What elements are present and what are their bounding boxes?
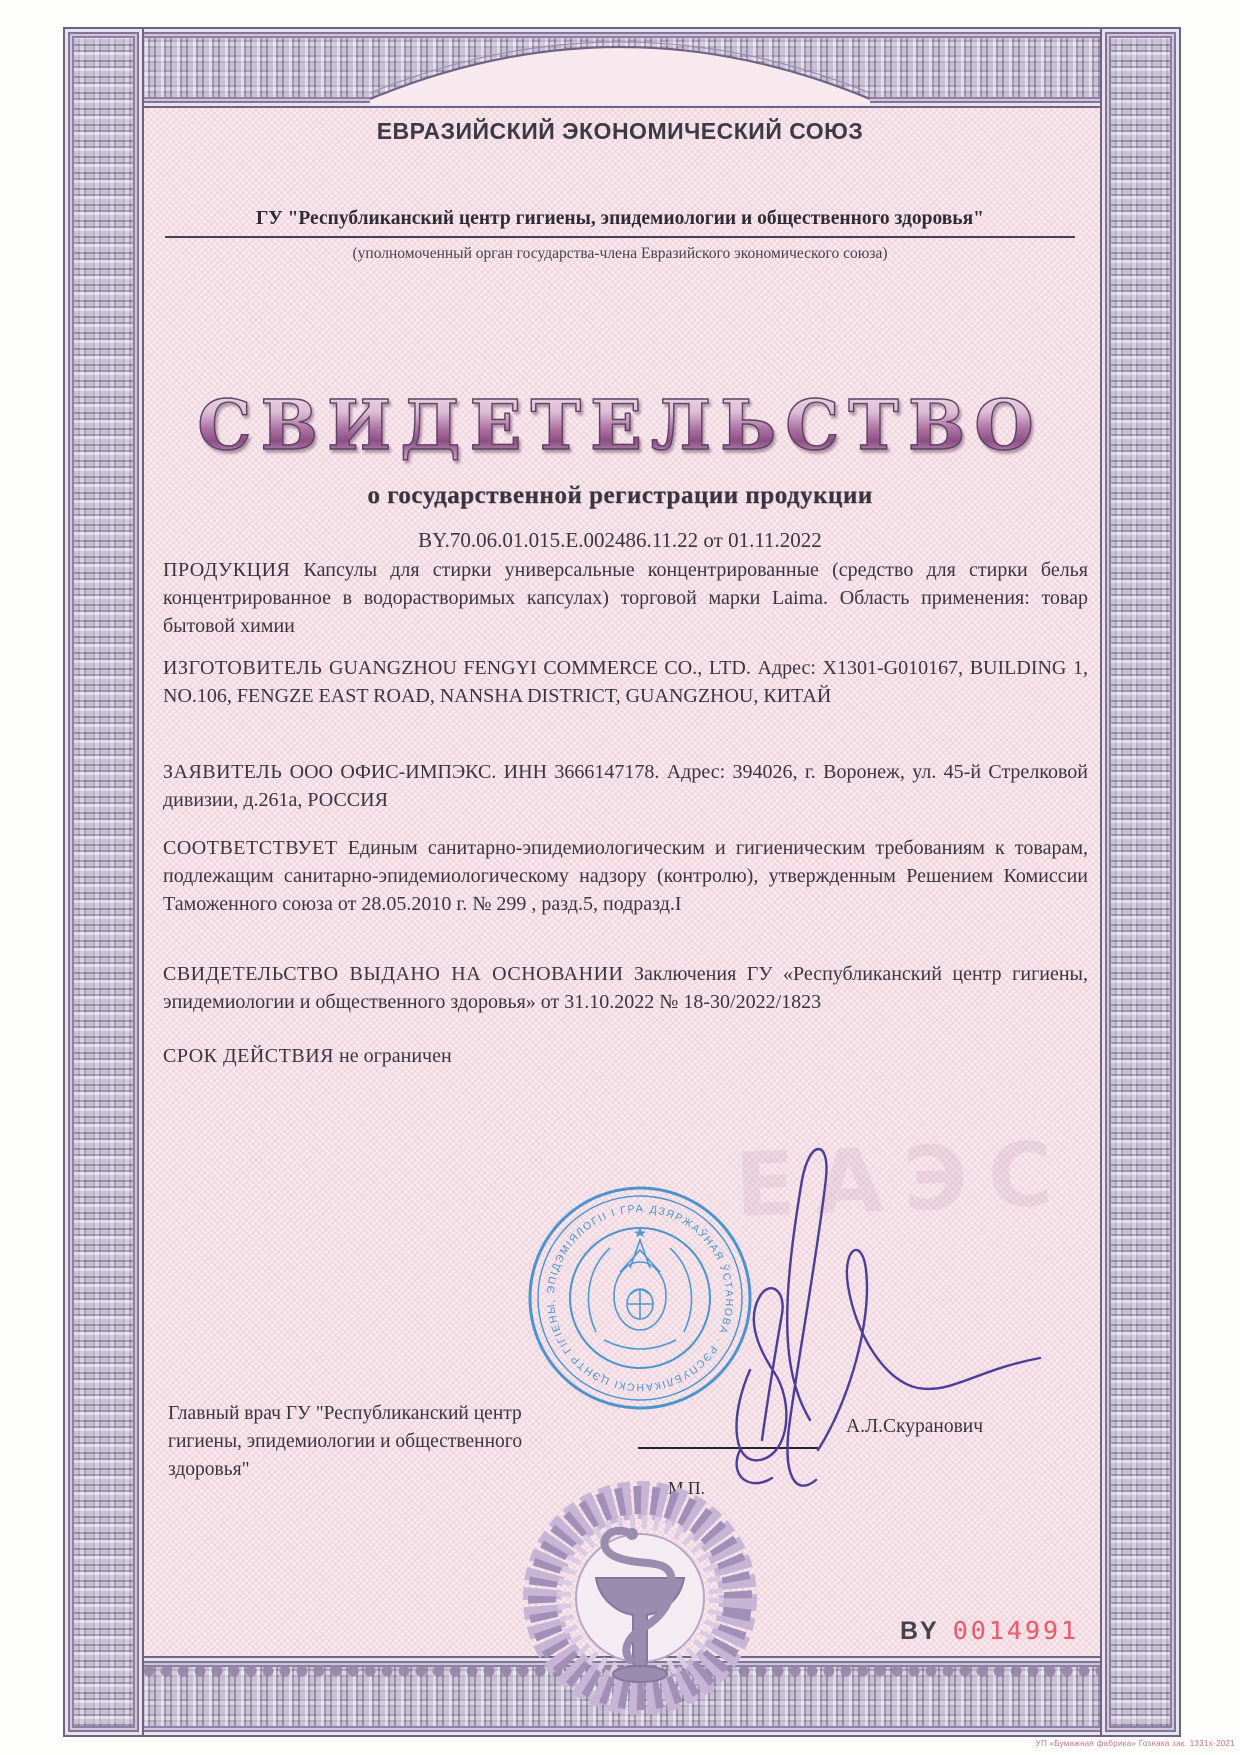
stamp-place-label: М.П. <box>668 1478 705 1498</box>
section-label: СВИДЕТЕЛЬСТВО ВЫДАНО НА ОСНОВАНИИ <box>163 963 624 985</box>
form-serial <box>900 1616 1079 1646</box>
section-product <box>163 556 1088 640</box>
section-validity <box>163 1042 1088 1070</box>
printer-imprint: УП «Бумажная фабрика» Гознака зак. 1331х-2021 <box>1035 1739 1235 1748</box>
serial-series: BY <box>900 1617 939 1645</box>
section-text: GUANGZHOU FENGYI COMMERCE CO., LTD. Адрес: X1301-G010167, BUILDING 1, NO.106, FENGZE EAST ROAD, NANSHA DISTRICT, GUANGZHOU, КИТАЙ <box>163 657 1088 707</box>
document-title: СВИДЕТЕЛЬСТВО <box>140 392 1100 460</box>
eaes-watermark: ЕАЭС <box>733 1122 1075 1237</box>
belarus-emblem-icon <box>588 1228 691 1349</box>
section-text: Заключения ГУ «Республиканский центр гигиены, эпидемиологии и общественного здоровья» от 31.10.2022 № 18-30/2022/1823 <box>163 963 1088 1013</box>
section-text: Единым санитарно-эпидемиологическим и гигиеническим требованиям к товарам, подлежащим санитарно-эпидемиологическому надзору (контролю), утвержденным Решением Комиссии Таможенного союза от 28.05.2010 г. № 299 , разд.5, подразд.I <box>163 837 1089 915</box>
handwritten-signature <box>690 1120 1050 1520</box>
section-label: ИЗГОТОВИТЕЛЬ <box>163 657 323 679</box>
section-applicant <box>163 758 1088 814</box>
stamp-ring-text: · ДЗЯРЖАЎНАЯ ЎСТАНОВА · РЭСПУБЛІКАНСКІ ЦЭНТР ГІГІЕНЫ, ЭПІДЭМІЯЛОГІІ І ГРАМАДСКАГА ЗДАРОЎЯ <box>544 1202 736 1394</box>
section-label: СРОК ДЕЙСТВИЯ <box>163 1045 334 1067</box>
section-text: Капсулы для стирки универсальные концентрированные (средство для стирки белья концентрированное в водорастворимых капсулах) торговой марки Laima. Область применения: товар бытовой химии <box>163 559 1088 637</box>
issuing-authority-note: (уполномоченный орган государства-члена Евразийского экономического союза) <box>352 245 888 262</box>
serial-number: 0014991 <box>952 1616 1080 1645</box>
section-manufacturer <box>163 654 1088 710</box>
signer-title: Главный врач ГУ "Республиканский центр гигиены, эпидемиологии и общественного здоровья" <box>168 1403 523 1480</box>
section-label: ЗАЯВИТЕЛЬ <box>163 761 283 783</box>
signer-name: А.Л.Скуранович <box>846 1416 984 1437</box>
eaeu-union-header: ЕВРАЗИЙСКИЙ ЭКОНОМИЧЕСКИЙ СОЮЗ <box>376 118 864 144</box>
section-text: не ограничен <box>338 1045 452 1067</box>
section-text: ООО ОФИС-ИМПЭКС. ИНН 3666147178. Адрес: 394026, г. Воронеж, ул. 45-й Стрелковой дивизии, д.261а, РОССИЯ <box>163 761 1089 811</box>
frame-border-left <box>63 27 144 1737</box>
registration-number: BY.70.06.01.015.E.002486.11.22 от 01.11.2022 <box>418 528 822 552</box>
issuing-authority-name: ГУ "Республиканский центр гигиены, эпидемиологии и общественного здоровья" <box>255 208 984 229</box>
section-label: ПРОДУКЦИЯ <box>163 559 291 581</box>
frame-arch-ornament <box>370 25 870 105</box>
section-issued-basis <box>163 960 1088 1016</box>
section-label: СООТВЕТСТВУЕТ <box>163 837 338 859</box>
document-subtitle: о государственной регистрации продукции <box>367 482 873 509</box>
section-compliance <box>163 834 1088 918</box>
frame-border-right <box>1100 27 1181 1737</box>
issuing-authority <box>165 208 1075 238</box>
